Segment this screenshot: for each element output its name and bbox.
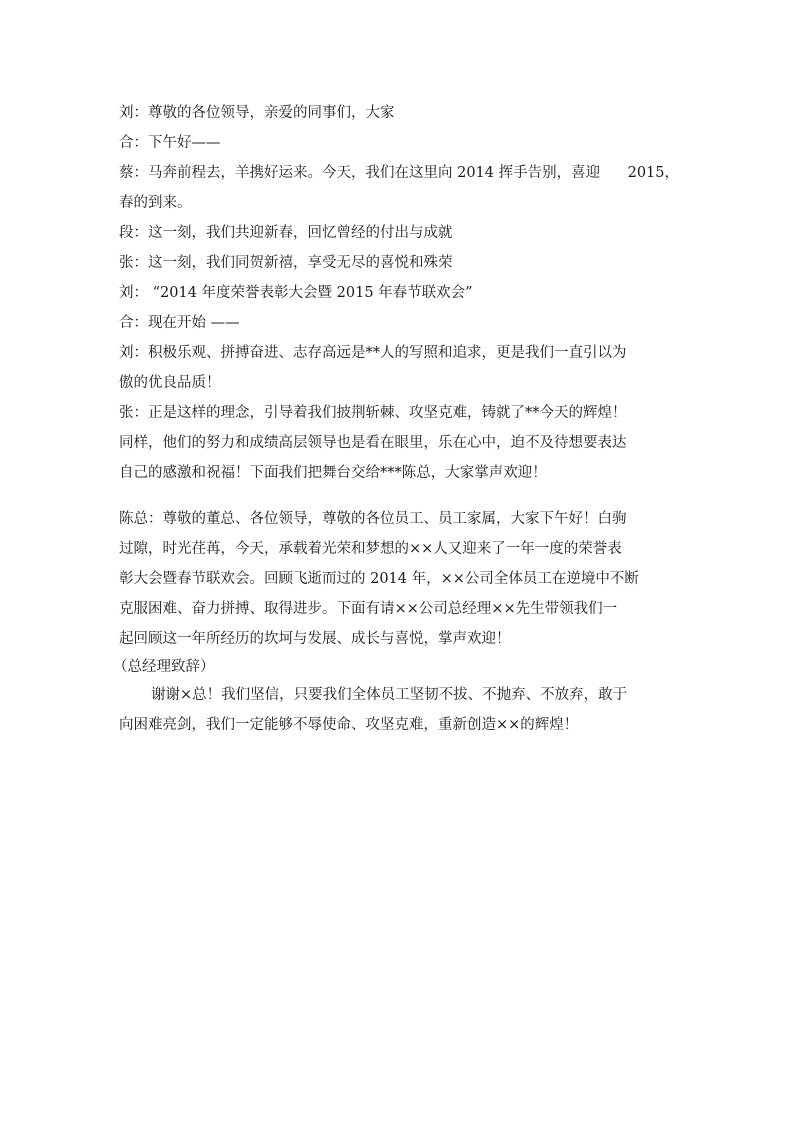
line-zhang-philosophy-cont1: 同样，他们的努力和成绩高层领导也是看在眼里，乐在心中，迫不及待想要表达 (119, 435, 627, 451)
line-liu-greeting: 刘：尊敬的各位领导，亲爱的同事们，大家 (119, 105, 395, 121)
stage-note-gm-speech: （总经理致辞） (113, 659, 215, 675)
line-duan-moment: 段：这一刻，我们共迎新春，回忆曾经的付出与成就 (119, 225, 453, 241)
line-together-good-afternoon: 合：下午好—— (119, 135, 221, 151)
line-thanks-1: 谢谢×总！我们坚信，只要我们全体员工坚韧不拔、不抛弃、不放弃，敢于 (151, 687, 628, 703)
line-cai-opening (119, 158, 679, 188)
line-liu-values-cont: 傲的优良品质！ (119, 375, 221, 391)
line-thanks-2: 向困难亮剑，我们一定能够不辱使命、攻坚克难，重新创造××的辉煌！ (119, 717, 579, 733)
line-spring-arrival: 春的到来。 (119, 195, 192, 211)
line-zhang-philosophy: 张：正是这样的理念，引导着我们披荆斩棘、攻坚克难，铸就了**今天的辉煌！ (119, 405, 627, 421)
line-chen-speech-1: 陈总：尊敬的董总、各位领导，尊敬的各位员工、员工家属，大家下午好！白驹 (119, 511, 627, 527)
line-liu-event-title: 刘： “2014 年度荣誉表彰大会暨 2015 年春节联欢会” (119, 285, 473, 301)
line-cai-opening-part1: 蔡：马奔前程去，羊携好运来。今天，我们在这里向 2014 挥手告别，喜迎 (119, 165, 601, 181)
script-body (113, 98, 679, 740)
paragraph-gap (119, 488, 679, 504)
line-cai-opening-part2: 2015， (627, 165, 679, 181)
line-chen-speech-5: 起回顾这一年所经历的坎坷与发展、成长与喜悦，掌声欢迎！ (119, 631, 511, 647)
line-zhang-philosophy-cont2: 自己的感激和祝福！下面我们把舞台交给***陈总，大家掌声欢迎！ (119, 465, 547, 481)
line-chen-speech-4: 克服困难、奋力拼搏、取得进步。下面有请××公司总经理××先生带领我们一 (119, 601, 618, 617)
line-zhang-moment: 张：这一刻，我们同贺新禧，享受无尽的喜悦和殊荣 (119, 255, 453, 271)
line-together-start: 合：现在开始 —— (119, 315, 240, 331)
line-liu-values: 刘：积极乐观、拼搏奋进、志存高远是**人的写照和追求，更是我们一直引以为 (119, 345, 627, 361)
line-chen-speech-3: 彰大会暨春节联欢会。回顾飞逝而过的 2014 年，××公司全体员工在逆境中不断 (119, 571, 639, 587)
line-chen-speech-2: 过隙，时光荏苒，今天，承载着光荣和梦想的××人又迎来了一年一度的荣誉表 (119, 541, 622, 557)
